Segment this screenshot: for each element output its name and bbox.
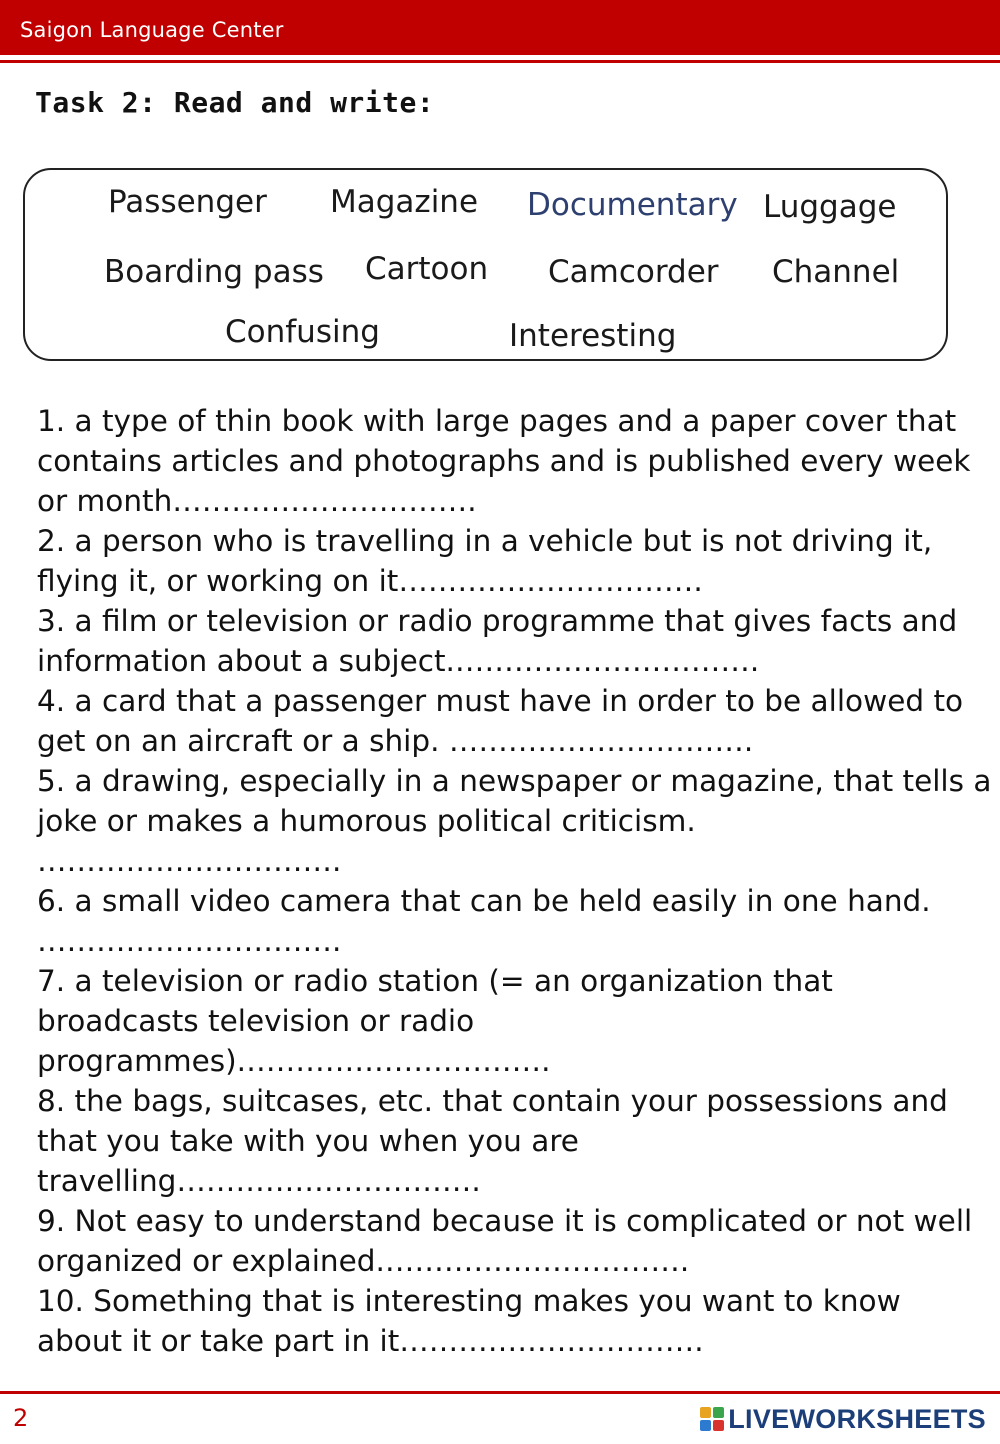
brand-name: LIVEWORKSHEETS — [728, 1403, 986, 1434]
word-bank-item: Interesting — [509, 318, 677, 354]
word-bank-item: Boarding pass — [104, 254, 324, 290]
word-bank-item: Passenger — [108, 184, 267, 220]
question-item: 7. a television or radio station (= an organization that broadcasts television or radio programmes).…………………………. — [37, 964, 833, 1078]
word-bank-item: Luggage — [763, 189, 897, 225]
word-bank-item: Magazine — [330, 184, 479, 220]
header-band — [0, 0, 1000, 55]
footer-rule — [0, 1391, 1000, 1394]
logo-cell — [713, 1420, 724, 1431]
word-bank-item: Channel — [772, 254, 900, 290]
task-title: Task 2: Read and write: — [35, 86, 435, 119]
question-item: 5. a drawing, especially in a newspaper or magazine, that tells a joke or makes a humorous political criticism. …………………………. — [37, 764, 992, 878]
page-number: 2 — [13, 1404, 29, 1432]
question-item: 8. the bags, suitcases, etc. that contain your possessions and that you take with you when you are travelling…………………………. — [37, 1084, 948, 1198]
header-title: Saigon Language Center — [20, 18, 284, 42]
logo-cell — [700, 1407, 711, 1418]
question-item: 4. a card that a passenger must have in order to be allowed to get on an aircraft or a ship. …………………………. — [37, 684, 964, 758]
question-item: 10. Something that is interesting makes you want to know about it or take part in it…………………………. — [37, 1284, 901, 1358]
word-bank-item: Cartoon — [365, 251, 489, 287]
logo-cell — [713, 1407, 724, 1418]
question-list — [37, 401, 992, 1361]
question-item: 3. a film or television or radio programme that gives facts and information about a subject.…………………………. — [37, 604, 958, 678]
brand — [700, 1404, 986, 1434]
word-bank-item: Camcorder — [548, 254, 719, 290]
liveworksheets-logo-icon — [700, 1407, 724, 1431]
question-item: 9. Not easy to understand because it is complicated or not well organized or explained.…………………………. — [37, 1204, 973, 1278]
word-bank-item: Confusing — [225, 314, 380, 350]
question-item: 1. a type of thin book with large pages and a paper cover that contains articles and photographs and is published every week or month…………………………. — [37, 404, 971, 518]
word-bank-item: Documentary — [527, 187, 738, 223]
logo-cell — [700, 1420, 711, 1431]
question-item: 2. a person who is travelling in a vehicle but is not driving it, flying it, or working on it…………………………. — [37, 524, 933, 598]
question-item: 6. a small video camera that can be held easily in one hand. …………………………. — [37, 884, 931, 958]
header-rule — [0, 60, 1000, 63]
